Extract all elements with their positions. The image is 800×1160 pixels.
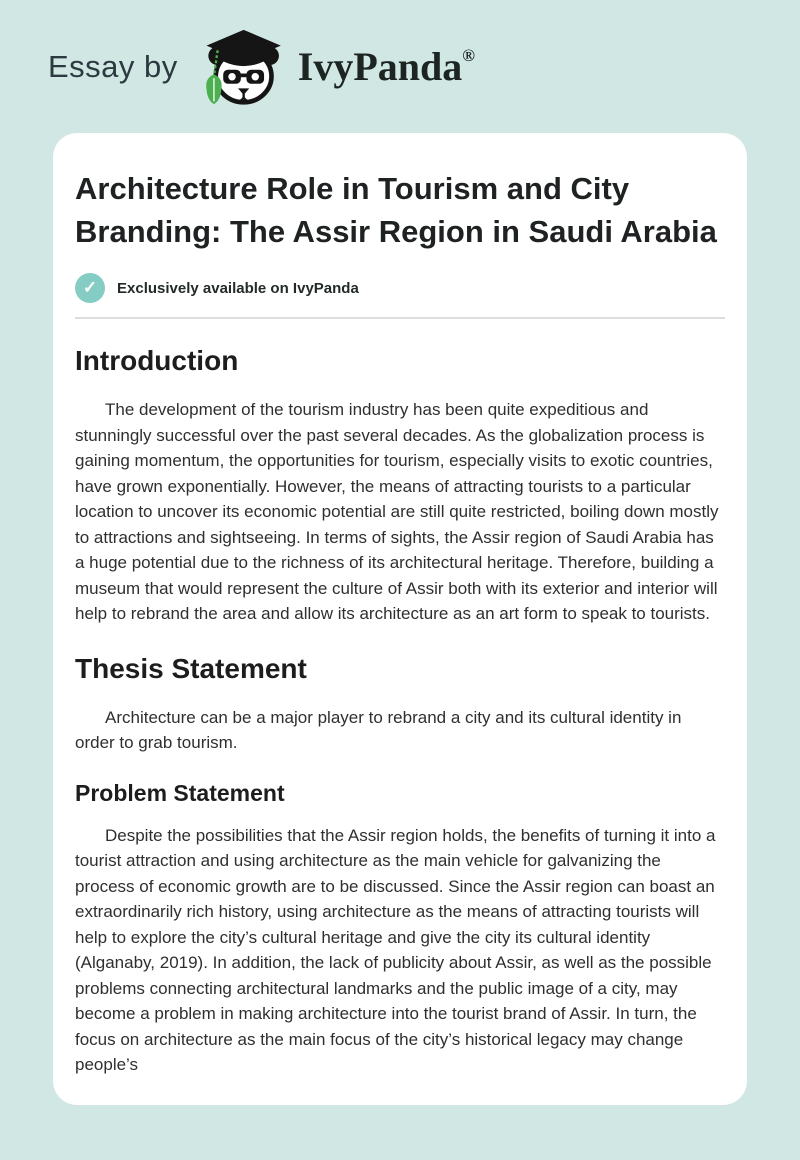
divider [75, 317, 725, 319]
ivypanda-logo-icon [194, 28, 284, 106]
essay-card [53, 133, 747, 1105]
check-icon: ✓ [75, 273, 105, 303]
exclusive-badge-label: Exclusively available on IvyPanda [117, 279, 359, 297]
registered-mark: ® [462, 46, 475, 65]
introduction-paragraph: The development of the tourism industry has been quite expeditious and stunningly successful over the past several decades. As the globalization process is gaining momentum, the opportunities for tourism, especially visits to exotic countries, have grown exponentially. However, the means of attracting tourists to a particular location to uncover its economic potential are still quite restricted, boiling down mostly to attractions and sightseeing. In terms of sights, the Assir region of Saudi Arabia has a huge potential due to the richness of its architectural heritage. Therefore, building a museum that would represent the culture of Assir both with its exterior and interior will help to rebrand the area and allow its architecture as an art form to speak to tourists. [75, 400, 719, 623]
essay-title: Architecture Role in Tourism and City Branding: The Assir Region in Saudi Arabia [75, 171, 717, 249]
site-header [0, 0, 800, 133]
thesis-paragraph: Architecture can be a major player to rebrand a city and its cultural identity in order to grab tourism. [75, 707, 682, 752]
section-heading-thesis-statement: Thesis Statement [75, 652, 307, 684]
brand-text: IvyPanda [297, 44, 463, 89]
brand-name [298, 43, 475, 90]
problem-statement-paragraph: Despite the possibilities that the Assir region holds, the benefits of turning it into a tourist attraction and using architecture as the main vehicle for galvanizing the process of economic growth are to be discussed. Since the Assir region can boast an extraordinarily rich history, using architecture as the means of attracting tourists will help to explore the city’s cultural heritage and give the city its cultural identity (Alganaby, 2019). In addition, the lack of publicity about Assir, as well as the possible problems connecting architectural landmarks and the public image of a city, may become a problem in making architecture into the tourist brand of Assir. In turn, the focus on architecture as the main focus of the city’s historical legacy may change people’s [75, 825, 716, 1074]
exclusive-badge [75, 273, 725, 303]
section-heading-introduction: Introduction [75, 345, 239, 376]
essay-by-label: Essay by [48, 48, 178, 84]
section-heading-problem-statement: Problem Statement [75, 779, 285, 806]
